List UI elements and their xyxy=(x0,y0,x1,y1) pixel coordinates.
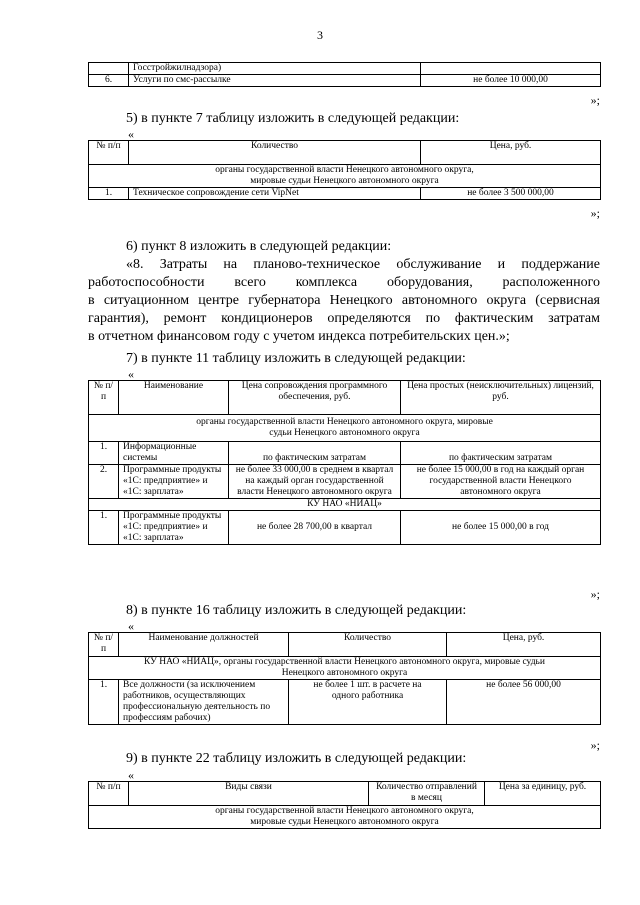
table-row xyxy=(89,63,601,75)
table-cell: 2. xyxy=(89,465,119,499)
closing-quote: »; xyxy=(590,587,600,601)
table-cell: Услуги по смс-рассылке xyxy=(129,75,421,87)
paragraph-line: «8. Затраты на планово-техническое обслуживание и поддержание xyxy=(126,257,600,272)
table-row xyxy=(89,188,601,200)
header-license-price: Цена простых (неисключительных) лицензий, руб. xyxy=(401,381,601,415)
group-label: КУ НАО «НИАЦ», органы государственной власти Ненецкого автономного округа, мировые судьи Ненецкого автономного округа xyxy=(89,657,601,680)
table-row xyxy=(89,442,601,465)
table-cell: не более 3 500 000,00 xyxy=(421,188,601,200)
table-row xyxy=(89,511,601,545)
header-name: Наименование должностей xyxy=(119,633,289,657)
table-cell xyxy=(421,63,601,75)
table-group-row xyxy=(89,806,601,829)
table-cell: не более 15 000,00 в год xyxy=(401,511,601,545)
item9-heading: 9) в пункте 22 таблицу изложить в следующей редакции: xyxy=(126,751,467,766)
closing-quote: »; xyxy=(590,738,600,752)
header-num: № п/п xyxy=(89,381,119,415)
header-qty: Количество отправлений в месяц xyxy=(369,782,485,806)
table-services xyxy=(88,62,601,87)
table-cell: не более 1 шт. в расчете на одного работника xyxy=(289,680,447,725)
table-row xyxy=(89,75,601,87)
item7-heading: 7) в пункте 11 таблицу изложить в следующей редакции: xyxy=(126,351,466,366)
header-name: Наименование xyxy=(119,381,229,415)
page-number: 3 xyxy=(317,28,323,42)
table-row xyxy=(89,680,601,725)
paragraph-line: работоспособности всего комплекса оборудования, расположенного xyxy=(88,275,600,290)
table-cell: 1. xyxy=(89,511,119,545)
item6-heading: 6) пункт 8 изложить в следующей редакции: xyxy=(126,239,392,254)
table-item9 xyxy=(88,781,601,829)
table-item7 xyxy=(88,380,601,545)
table-cell: не более 56 000,00 xyxy=(447,680,601,725)
table-cell: Все должности (за исключением работников, осуществляющих профессиональную деятельность по профессиям рабочих) xyxy=(119,680,289,725)
table-group-row xyxy=(89,415,601,442)
table-group-row xyxy=(89,165,601,188)
table-cell: не более 28 700,00 в квартал xyxy=(229,511,401,545)
table-cell: по фактическим затратам xyxy=(401,442,601,465)
header-price: Цена, руб. xyxy=(421,141,601,165)
opening-quote: « xyxy=(128,619,134,633)
table-item8 xyxy=(88,632,601,725)
table-cell: Программные продукты «1С: предприятие» и «1С: зарплата» xyxy=(119,511,229,545)
group-label: КУ НАО «НИАЦ» xyxy=(89,499,601,511)
group-label: органы государственной власти Ненецкого автономного округа, мировые судьи Ненецкого автономного округа xyxy=(89,415,601,442)
table-cell: Информационные системы xyxy=(119,442,229,465)
table-group-row xyxy=(89,499,601,511)
header-support-price: Цена сопровождения программного обеспечения, руб. xyxy=(229,381,401,415)
group-label: органы государственной власти Ненецкого автономного округа, мировые судьи Ненецкого автономного округа xyxy=(89,165,601,188)
header-qty: Количество xyxy=(289,633,447,657)
table-header-row xyxy=(89,782,601,806)
table-cell: не более 33 000,00 в среднем в квартал на каждый орган государственной власти Ненецкого автономного округа xyxy=(229,465,401,499)
table-cell: Госстройжилнадзора) xyxy=(129,63,421,75)
header-name: Виды связи xyxy=(129,782,369,806)
paragraph-line: в отчетном финансовом году с учетом индекса потребительских цен.»; xyxy=(88,329,510,344)
paragraph-line: гарантия), ремонт кондиционеров определяются по фактическим затратам xyxy=(88,311,600,326)
header-qty: Количество xyxy=(129,141,421,165)
table-cell: не более 10 000,00 xyxy=(421,75,601,87)
item8-heading: 8) в пункте 16 таблицу изложить в следующей редакции: xyxy=(126,603,467,618)
group-label: органы государственной власти Ненецкого автономного округа, мировые судьи Ненецкого автономного округа xyxy=(89,806,601,829)
table-cell: Программные продукты «1С: предприятие» и «1С: зарплата» xyxy=(119,465,229,499)
opening-quote: « xyxy=(128,768,134,782)
header-price: Цена, руб. xyxy=(447,633,601,657)
table-cell: 6. xyxy=(89,75,129,87)
table-cell: по фактическим затратам xyxy=(229,442,401,465)
closing-quote: »; xyxy=(590,206,600,220)
table-header-row xyxy=(89,633,601,657)
table-cell: не более 15 000,00 в год на каждый орган государственной власти Ненецкого автономного округа xyxy=(401,465,601,499)
header-price: Цена за единицу, руб. xyxy=(485,782,601,806)
table-item5 xyxy=(88,140,601,200)
table-cell xyxy=(89,63,129,75)
table-group-row xyxy=(89,657,601,680)
closing-quote: »; xyxy=(590,93,600,107)
table-row xyxy=(89,465,601,499)
header-num: № п/п xyxy=(89,141,129,165)
table-cell: 1. xyxy=(89,442,119,465)
paragraph-line: в ситуационном центре губернатора Ненецкого автономного округа (сервисная xyxy=(88,293,600,308)
opening-quote: « xyxy=(128,127,134,141)
header-num: № п/п xyxy=(89,633,119,657)
table-cell: 1. xyxy=(89,680,119,725)
table-cell: 1. xyxy=(89,188,129,200)
item5-heading: 5) в пункте 7 таблицу изложить в следующей редакции: xyxy=(126,111,460,126)
table-header-row xyxy=(89,381,601,415)
table-cell: Техническое сопровождение сети VipNet xyxy=(129,188,421,200)
table-header-row xyxy=(89,141,601,165)
item6-paragraph xyxy=(88,256,600,346)
header-num: № п/п xyxy=(89,782,129,806)
opening-quote: « xyxy=(128,367,134,381)
